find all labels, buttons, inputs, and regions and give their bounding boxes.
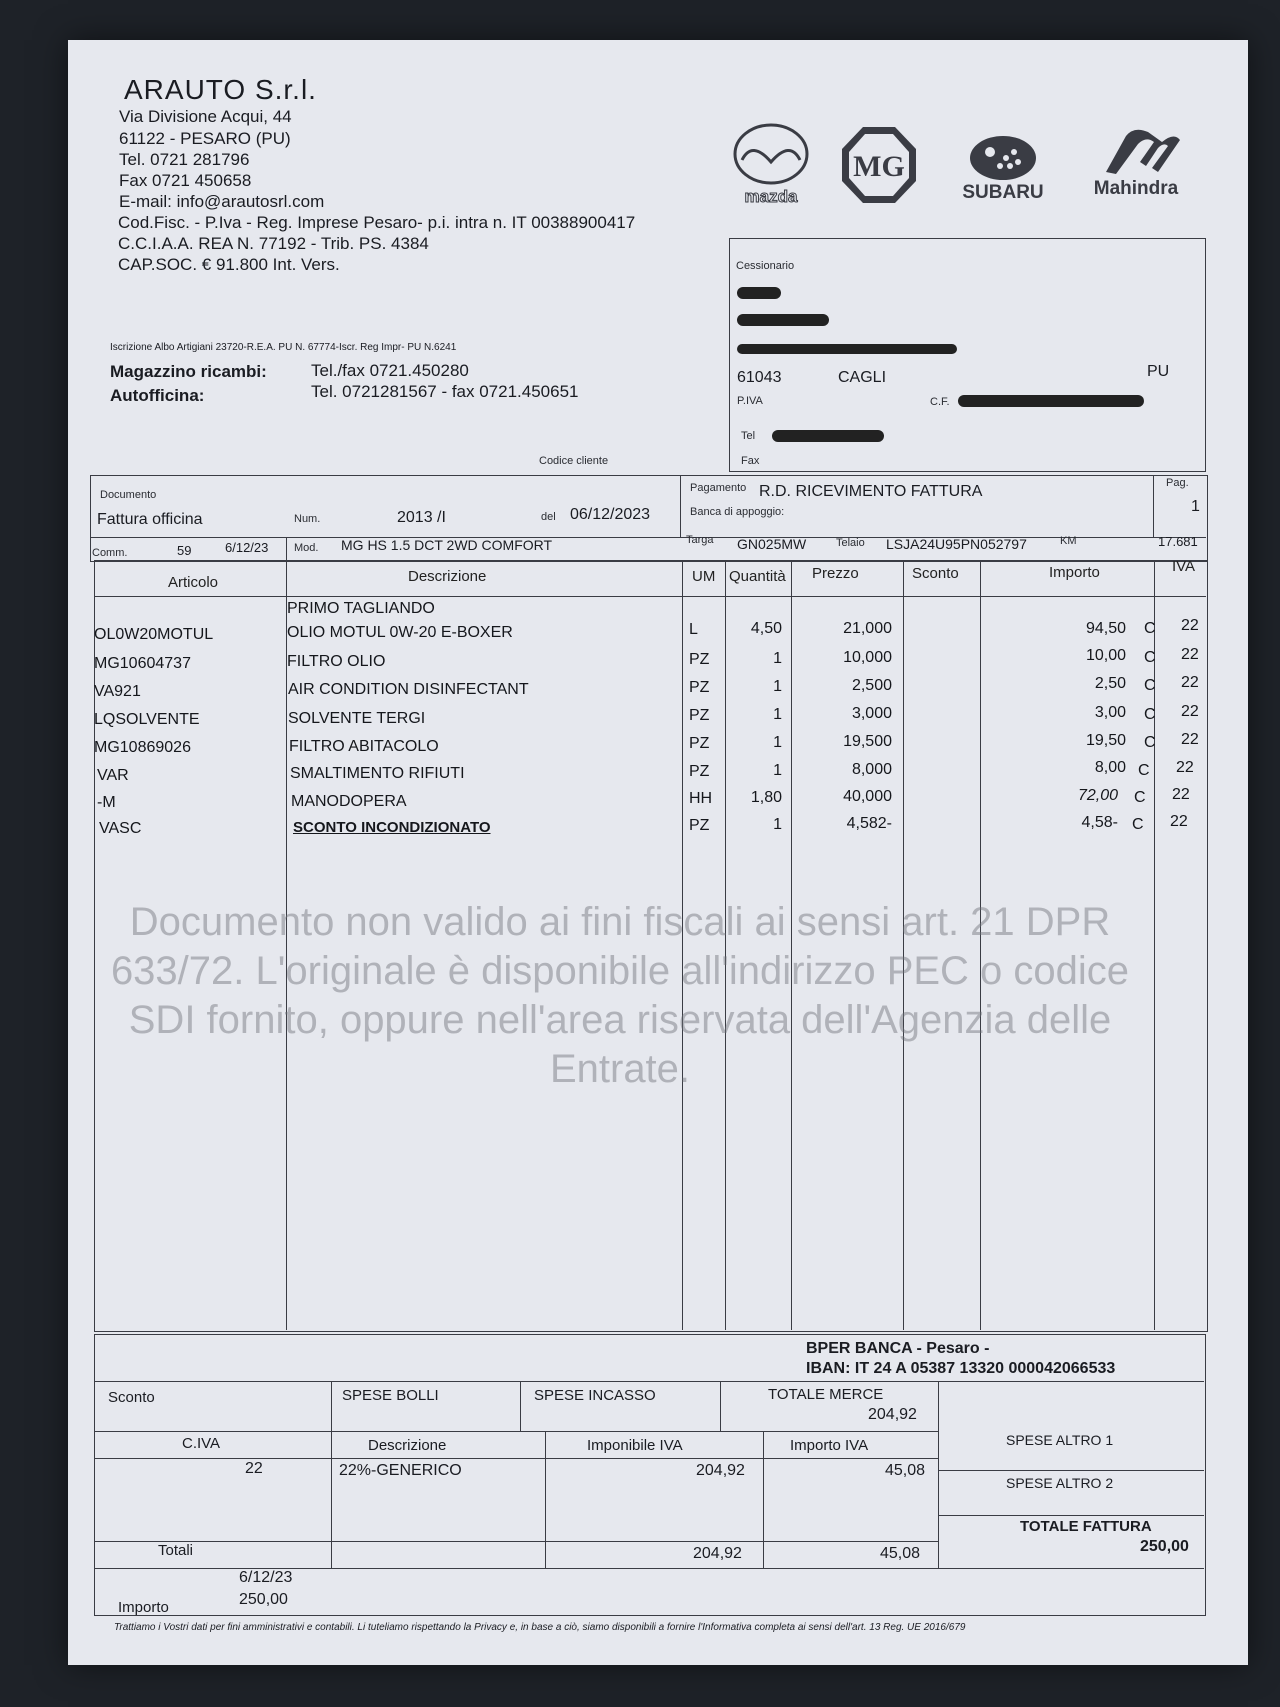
row-importo: 2,50 <box>1094 675 1126 692</box>
row-importo: 3,00 <box>1094 704 1126 721</box>
bank-name: BPER BANCA - Pesaro - <box>806 1340 990 1357</box>
row-iva: 22 <box>1181 646 1199 663</box>
spese-altro2-label: SPESE ALTRO 2 <box>1006 1475 1114 1491</box>
km-label: KM <box>1060 535 1077 547</box>
watermark-text: Documento non valido ai fini fiscali ai sensi art. 21 DPR 633/72. L'originale è disponibile all'indirizzo PEC o codice SDI fornito, oppure nell'area riservata dell'Agenzia delle Entrate. <box>110 900 1130 1091</box>
row-prezzo: 19,500 <box>843 733 892 750</box>
row-quantita: 1 <box>773 650 782 667</box>
row-descrizione: FILTRO ABITACOLO <box>289 738 439 755</box>
totale-merce-value: 204,92 <box>868 1406 917 1423</box>
autofficina-value: Tel. 0721281567 - fax 0721.450651 <box>311 382 579 401</box>
row-um: PZ <box>689 679 710 696</box>
totali-iva: 45,08 <box>880 1545 921 1562</box>
row-quantita: 4,50 <box>750 620 782 637</box>
row-articolo: OL0W20MOTUL <box>94 626 214 643</box>
row-prezzo: 40,000 <box>843 788 892 805</box>
row-importo: 4,58- <box>1081 814 1118 831</box>
importo-value: 250,00 <box>239 1591 288 1608</box>
descrizione-iva-label: Descrizione <box>368 1437 447 1454</box>
spese-incasso-label: SPESE INCASSO <box>534 1387 656 1404</box>
mg-logo <box>839 124 919 211</box>
cessionario-cap: 61043 <box>737 369 782 386</box>
subaru-logo-text: SUBARU <box>962 182 1044 203</box>
redacted-name <box>737 287 781 299</box>
section-title: PRIMO TAGLIANDO <box>287 600 435 617</box>
row-quantita: 1 <box>773 734 782 751</box>
row-um: PZ <box>689 763 710 780</box>
scadenza-date: 6/12/23 <box>239 1569 293 1586</box>
row-quantita: 1 <box>773 678 782 695</box>
pag-value: 1 <box>1191 498 1200 515</box>
spese-bolli-label: SPESE BOLLI <box>342 1387 439 1404</box>
row-articolo: LQSOLVENTE <box>94 711 200 728</box>
row-descrizione: FILTRO OLIO <box>287 653 386 670</box>
mg-logo-text: MG <box>853 150 905 183</box>
imponibile-label: Imponibile IVA <box>587 1437 683 1454</box>
tel-label: Tel <box>741 430 756 442</box>
row-prezzo: 8,000 <box>851 761 892 778</box>
row-importo: 8,00 <box>1094 759 1126 776</box>
row-descrizione: AIR CONDITION DISINFECTANT <box>288 681 529 698</box>
mazda-logo <box>730 122 812 215</box>
magazzino-label: Magazzino ricambi: <box>110 362 267 381</box>
cf-label: C.F. <box>930 396 950 408</box>
row-c: C <box>1132 816 1144 833</box>
row-c: C <box>1144 649 1156 666</box>
row-um: PZ <box>689 735 710 752</box>
row-descrizione: SCONTO INCONDIZIONATO <box>293 819 491 836</box>
company-name: ARAUTO S.r.l. <box>124 74 317 105</box>
company-city: 61122 - PESARO (PU) <box>119 129 291 148</box>
importo-iva-value: 45,08 <box>885 1462 926 1479</box>
row-articolo: -M <box>97 794 116 811</box>
company-cciaa: C.C.I.A.A. REA N. 77192 - Trib. PS. 4384 <box>118 234 429 253</box>
redacted-tel <box>772 430 884 442</box>
targa-value: GN025MW <box>737 536 807 552</box>
row-c: C <box>1138 762 1150 779</box>
cessionario-label: Cessionario <box>736 260 795 272</box>
col-articolo: Articolo <box>168 574 219 591</box>
row-iva: 22 <box>1181 731 1199 748</box>
document-date: 06/12/2023 <box>570 506 651 523</box>
targa-label: Targa <box>686 534 714 546</box>
totali-imponibile: 204,92 <box>693 1545 742 1562</box>
company-email: E-mail: info@arautosrl.com <box>119 192 325 211</box>
company-tel: Tel. 0721 281796 <box>119 150 250 169</box>
descrizione-iva-value: 22%-GENERICO <box>339 1462 462 1479</box>
mahindra-logo-text: Mahindra <box>1093 178 1179 198</box>
telaio-label: Telaio <box>836 537 865 549</box>
pagamento-label: Pagamento <box>690 482 747 494</box>
row-quantita: 1 <box>773 706 782 723</box>
row-iva: 22 <box>1172 786 1190 803</box>
del-label: del <box>541 511 556 523</box>
fax-label: Fax <box>741 455 760 467</box>
row-iva: 22 <box>1170 813 1188 830</box>
importo-label: Importo <box>118 1599 169 1616</box>
row-descrizione: OLIO MOTUL 0W-20 E-BOXER <box>287 624 513 641</box>
company-iscrizione: Iscrizione Albo Artigiani 23720-R.E.A. PU N. 67774-Iscr. Reg Impr- PU N.6241 <box>110 342 457 353</box>
row-articolo: VASC <box>99 820 142 837</box>
row-quantita: 1 <box>773 762 782 779</box>
documento-label: Documento <box>100 489 157 501</box>
mod-value: MG HS 1.5 DCT 2WD COMFORT <box>341 537 553 553</box>
mod-label: Mod. <box>294 542 319 554</box>
privacy-notice: Trattiamo i Vostri dati per fini amministrativi e contabili. Li tuteliamo rispettando la Privacy e, in base a ciò, siamo disponibili a fornire l'Informativa completa ai sensi dell'art. 13 Reg. UE 2016/679 <box>114 1622 966 1633</box>
company-capsoc: CAP.SOC. € 91.800 Int. Vers. <box>118 255 340 274</box>
row-iva: 22 <box>1181 674 1199 691</box>
civa-label: C.IVA <box>182 1435 221 1452</box>
civa-value: 22 <box>245 1460 263 1477</box>
banca-label: Banca di appoggio: <box>690 506 785 518</box>
documento-type: Fattura officina <box>97 511 203 528</box>
codice-cliente-label: Codice cliente <box>539 455 609 467</box>
num-label: Num. <box>294 513 321 525</box>
row-articolo: MG10869026 <box>94 739 191 756</box>
row-um: PZ <box>689 817 710 834</box>
comm-label: Comm. <box>92 547 128 559</box>
row-descrizione: MANODOPERA <box>291 793 407 810</box>
comm-date: 6/12/23 <box>225 540 269 555</box>
row-importo: 10,00 <box>1085 647 1126 664</box>
totale-merce-label: TOTALE MERCE <box>768 1386 884 1403</box>
importo-iva-label: Importo IVA <box>790 1437 869 1454</box>
row-c: C <box>1144 734 1156 751</box>
col-importo: Importo <box>1049 564 1100 581</box>
row-quantita: 1 <box>773 816 782 833</box>
row-c: C <box>1144 677 1156 694</box>
autofficina-label: Autofficina: <box>110 386 205 405</box>
totale-fattura-label: TOTALE FATTURA <box>1020 1518 1152 1535</box>
col-quantita: Quantità <box>729 568 786 585</box>
piva-label: P.IVA <box>737 395 763 407</box>
row-quantita: 1,80 <box>750 789 782 806</box>
totali-label: Totali <box>158 1542 194 1559</box>
subaru-logo <box>948 132 1058 209</box>
row-um: L <box>689 621 698 638</box>
company-address: Via Divisione Acqui, 44 <box>119 107 292 126</box>
row-c: C <box>1144 706 1156 723</box>
row-prezzo: 2,500 <box>851 677 892 694</box>
row-iva: 22 <box>1181 617 1199 634</box>
sconto-label: Sconto <box>108 1389 155 1406</box>
col-sconto: Sconto <box>912 565 959 582</box>
col-prezzo: Prezzo <box>812 565 859 582</box>
row-iva: 22 <box>1181 703 1199 720</box>
bank-iban: IBAN: IT 24 A 05387 13320 000042066533 <box>806 1360 1116 1377</box>
row-c: C <box>1144 620 1156 637</box>
redacted-surname <box>737 314 829 326</box>
km-value: 17.681 <box>1158 534 1198 549</box>
row-articolo: VAR <box>97 767 129 784</box>
cessionario-city: CAGLI <box>838 369 887 386</box>
col-descrizione: Descrizione <box>408 568 487 585</box>
imponibile-value: 204,92 <box>696 1462 745 1479</box>
row-articolo: MG10604737 <box>94 655 191 672</box>
col-iva: IVA <box>1172 558 1196 575</box>
num-value: 2013 /I <box>397 509 446 526</box>
row-um: HH <box>689 790 713 807</box>
row-articolo: VA921 <box>94 683 141 700</box>
row-iva: 22 <box>1176 759 1194 776</box>
mahindra-logo <box>1076 122 1196 203</box>
pagamento-value: R.D. RICEVIMENTO FATTURA <box>759 483 983 500</box>
row-prezzo: 10,000 <box>843 649 892 666</box>
magazzino-value: Tel./fax 0721.450280 <box>311 361 469 380</box>
col-um: UM <box>692 568 716 585</box>
comm-value: 59 <box>177 543 192 558</box>
row-c: C <box>1134 789 1146 806</box>
pag-label: Pag. <box>1166 477 1189 489</box>
row-um: PZ <box>689 651 710 668</box>
spese-altro1-label: SPESE ALTRO 1 <box>1006 1432 1114 1448</box>
redacted-street <box>737 344 957 354</box>
totale-fattura-value: 250,00 <box>1140 1538 1189 1555</box>
telaio-value: LSJA24U95PN052797 <box>886 536 1027 552</box>
row-descrizione: SMALTIMENTO RIFIUTI <box>290 765 465 782</box>
redacted-cf <box>958 395 1144 407</box>
row-importo: 72,00 <box>1077 787 1118 804</box>
cessionario-prov: PU <box>1147 363 1170 380</box>
row-um: PZ <box>689 707 710 724</box>
row-descrizione: SOLVENTE TERGI <box>288 710 426 727</box>
company-fax: Fax 0721 450658 <box>119 171 252 190</box>
company-codfisc: Cod.Fisc. - P.Iva - Reg. Imprese Pesaro- p.i. intra n. IT 00388900417 <box>118 213 636 232</box>
row-prezzo: 4,582- <box>846 815 892 832</box>
row-importo: 19,50 <box>1085 732 1126 749</box>
row-prezzo: 21,000 <box>843 620 892 637</box>
row-prezzo: 3,000 <box>851 705 892 722</box>
mazda-logo-text: mazda <box>744 187 798 206</box>
row-importo: 94,50 <box>1085 620 1126 637</box>
